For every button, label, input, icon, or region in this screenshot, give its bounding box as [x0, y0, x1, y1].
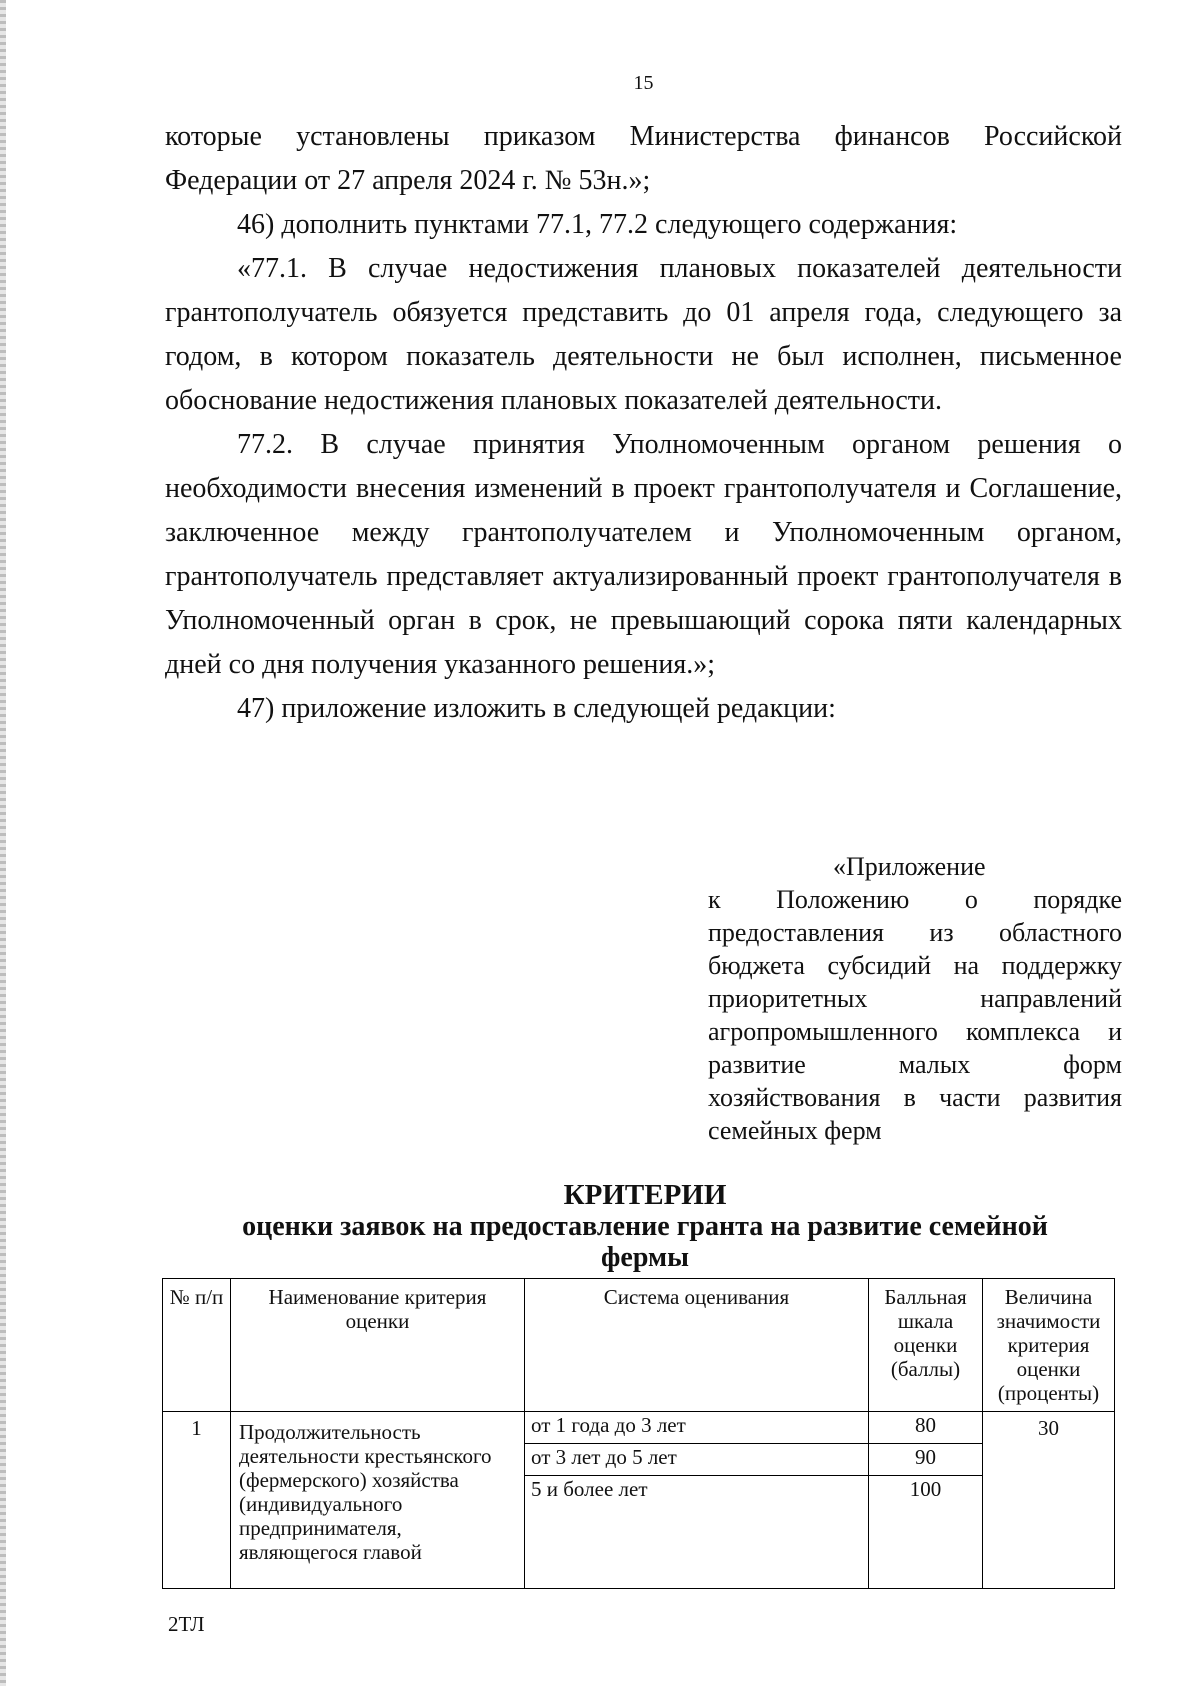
paragraph-2: 46) дополнить пунктами 77.1, 77.2 следующего содержания:: [237, 209, 958, 240]
criteria-heading: КРИТЕРИИ: [563, 1179, 727, 1211]
criteria-table: [162, 1278, 1115, 1589]
appendix-block: [708, 850, 1122, 1147]
scan-edge: [0, 0, 6, 1686]
header-system: Система оценивания: [525, 1279, 869, 1412]
page-number: 15: [633, 72, 654, 94]
cell-weight: 30: [983, 1412, 1115, 1589]
cell-points: 100: [869, 1476, 983, 1589]
header-name: Наименование критерия оценки: [231, 1279, 525, 1412]
footer-code: 2ТЛ: [168, 1612, 205, 1636]
table-row: [163, 1412, 1115, 1444]
cell-points: 80: [869, 1412, 983, 1444]
paragraph-5: 47) приложение изложить в следующей редакции:: [237, 693, 836, 724]
appendix-title: «Приложение: [833, 852, 986, 881]
criteria-subheading: оценки заявок на предоставление гранта на развитие семейной фермы: [242, 1211, 1048, 1273]
header-scale: Балльная шкала оценки (баллы): [869, 1279, 983, 1412]
body-text: [165, 115, 1122, 731]
cell-points: 90: [869, 1444, 983, 1476]
cell-criterion-name: Продолжительность деятельности крестьянского (фермерского) хозяйства (индивидуального предпринимателя, являющегося главой: [231, 1412, 525, 1589]
paragraph-1: которые установлены приказом Министерства финансов Российской Федерации от 27 апреля 2024 г. № 53н.»;: [165, 121, 1122, 196]
cell-option: от 1 года до 3 лет: [525, 1412, 869, 1444]
table-header-row: [163, 1279, 1115, 1412]
criteria-title: [210, 1180, 1080, 1273]
appendix-description: к Положению о порядке предоставления из областного бюджета субсидий на поддержку приоритетных направлений агропромышленного комплекса и развитие малых форм хозяйствования в части развития семейных ферм: [708, 885, 1122, 1145]
paragraph-3: «77.1. В случае недостижения плановых показателей деятельности грантополучатель обязуется представить до 01 апреля года, следующего за годом, в котором показатель деятельности не был исполнен, письменное обоснование недостижения плановых показателей деятельности.: [165, 253, 1122, 416]
cell-option: от 3 лет до 5 лет: [525, 1444, 869, 1476]
cell-num: 1: [163, 1412, 231, 1589]
cell-option: 5 и более лет: [525, 1476, 869, 1589]
paragraph-4: 77.2. В случае принятия Уполномоченным органом решения о необходимости внесения изменений в проект грантополучателя и Соглашение, заключенное между грантополучателем и Уполномоченным органом, грантополучатель представляет актуализированный проект грантополучателя в Уполномоченный орган в срок, не превышающий сорока пяти календарных дней со дня получения указанного решения.»;: [165, 429, 1122, 680]
header-weight: Величина значимости критерия оценки (проценты): [983, 1279, 1115, 1412]
header-num: № п/п: [163, 1279, 231, 1412]
